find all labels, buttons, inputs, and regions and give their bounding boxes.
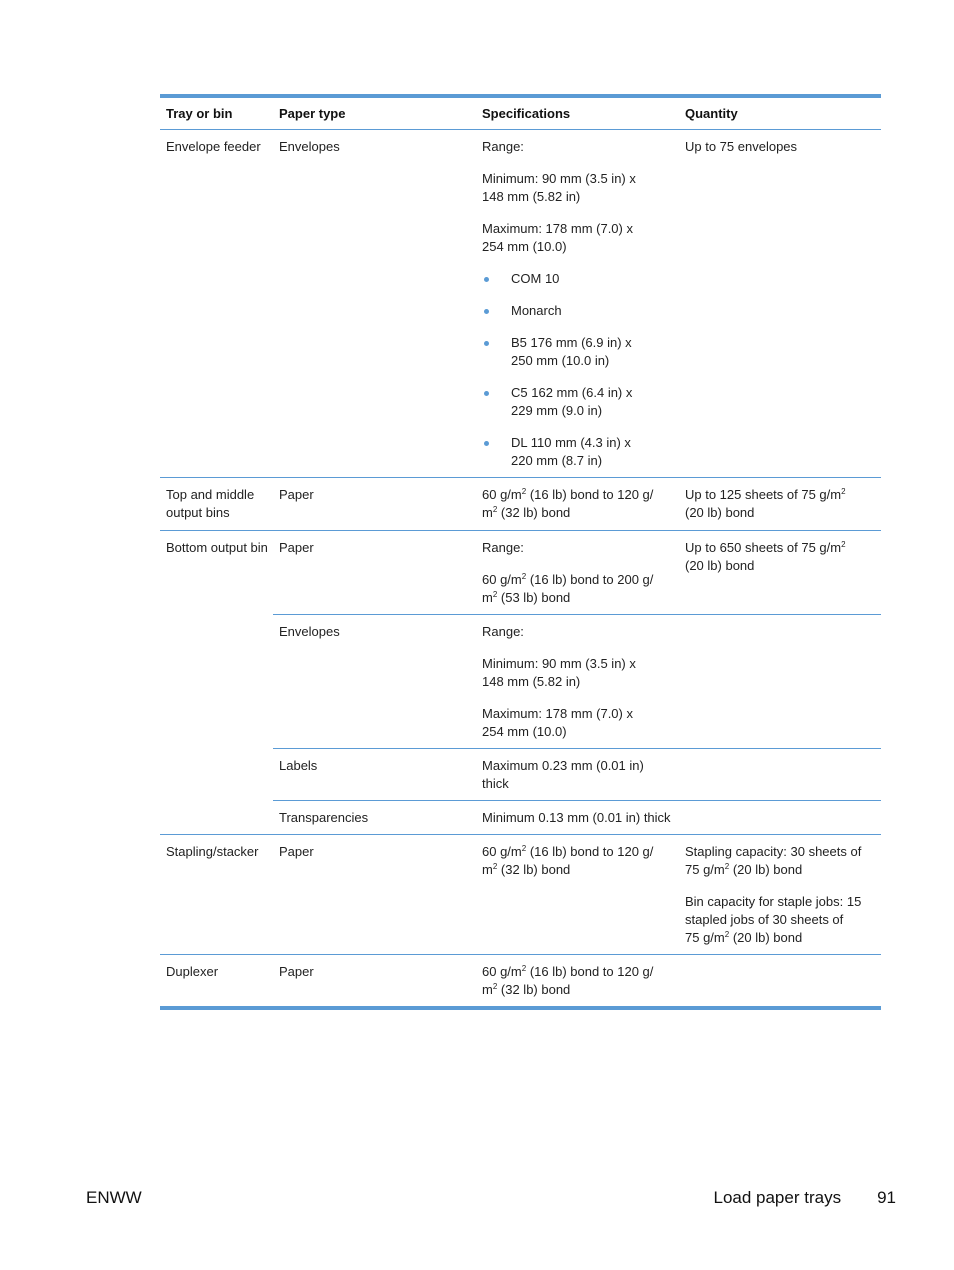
list-item: C5 162 mm (6.4 in) x 229 mm (9.0 in) [482, 384, 679, 420]
header-tray: Tray or bin [166, 106, 233, 121]
table-row [160, 955, 881, 1006]
spec-cell [476, 615, 679, 748]
table-header [160, 98, 881, 130]
tray-cell: Bottom output bin [166, 540, 268, 555]
spec-text: Maximum: 178 mm (7.0) x 254 mm (10.0) [482, 221, 633, 254]
spec-cell [476, 130, 679, 477]
qty-text: Bin capacity for staple jobs: 15 stapled jobs of 30 sheets of 75 $g/m^2$ (20 lb) bond [685, 894, 862, 945]
qty-cell [679, 835, 881, 954]
header-spec: Specifications [482, 106, 571, 121]
table-row [160, 130, 881, 478]
type-cell: Paper [279, 844, 314, 859]
table-row [160, 478, 881, 531]
list-item: COM 10 [482, 270, 679, 288]
table-row [160, 835, 881, 955]
tray-cell: Duplexer [166, 964, 219, 979]
qty-cell [679, 801, 881, 834]
sub-row [273, 531, 881, 614]
spec-text: Minimum: 90 mm (3.5 in) x 148 mm (5.82 in) [482, 656, 636, 689]
qty-cell [679, 955, 881, 1006]
spec-cell: Maximum 0.23 mm (0.01 in) thick [482, 758, 644, 791]
spec-text: Range: [482, 624, 524, 639]
bullet-icon [482, 434, 511, 470]
qty-cell: Up to 75 envelopes [685, 139, 798, 154]
tray-cell: Stapling/stacker [166, 844, 259, 859]
spec-text: Range: [482, 540, 524, 555]
type-cell: Paper [279, 964, 314, 979]
paper-specs-table [160, 94, 881, 1010]
spec-cell [476, 531, 679, 614]
spec-cell: 60 $g/m^2$ (16 lb) bond to 120 g/ $m^2$ (32 lb) bond [482, 844, 654, 877]
qty-text: Stapling capacity: 30 sheets of 75 $g/m^2$ (20 lb) bond [685, 844, 862, 877]
table-row [160, 531, 881, 835]
list-item: Monarch [482, 302, 679, 320]
type-cell: Envelopes [279, 624, 340, 639]
sub-row [273, 748, 881, 800]
spec-cell: Minimum 0.13 mm (0.01 in) thick [482, 810, 671, 825]
bullet-icon [482, 302, 511, 320]
tray-cell: Envelope feeder [166, 139, 261, 154]
qty-cell: Up to 650 sheets of 75 $g/m^2$ (20 lb) bond [685, 540, 846, 573]
page-number: 91 [877, 1188, 896, 1207]
type-cell: Transparencies [279, 810, 369, 825]
list-item: DL 110 mm (4.3 in) x 220 mm (8.7 in) [482, 434, 679, 470]
bullet-icon [482, 270, 511, 288]
spec-text: 60 $g/m^2$ (16 lb) bond to 200 g/ $m^2$ (53 lb) bond [482, 572, 654, 605]
type-cell: Envelopes [279, 139, 340, 154]
sub-row [273, 800, 881, 834]
spec-cell: 60 $g/m^2$ (16 lb) bond to 120 g/ $m^2$ (32 lb) bond [482, 964, 654, 997]
spec-cell: 60 $g/m^2$ (16 lb) bond to 120 g/ $m^2$ (32 lb) bond [482, 487, 654, 520]
bullet-icon [482, 334, 511, 370]
type-cell: Paper [279, 540, 314, 555]
qty-cell: Up to 125 sheets of 75 $g/m^2$ (20 lb) bond [685, 487, 846, 520]
footer-label: ENWW [86, 1188, 142, 1207]
sub-row [273, 614, 881, 748]
footer-section [713, 1188, 896, 1208]
qty-cell [679, 615, 881, 748]
spec-text: Maximum: 178 mm (7.0) x 254 mm (10.0) [482, 706, 633, 739]
tray-cell: Top and middle output bins [166, 487, 255, 520]
header-type: Paper type [279, 106, 346, 121]
spec-text: Range: [482, 139, 524, 154]
type-cell: Labels [279, 758, 318, 773]
header-qty: Quantity [685, 106, 738, 121]
bullet-icon [482, 384, 511, 420]
spec-text: Minimum: 90 mm (3.5 in) x 148 mm (5.82 in) [482, 171, 636, 204]
qty-cell [679, 749, 881, 800]
type-cell: Paper [279, 487, 314, 502]
list-item: B5 176 mm (6.9 in) x 250 mm (10.0 in) [482, 334, 679, 370]
section-title: Load paper trays [713, 1188, 842, 1207]
